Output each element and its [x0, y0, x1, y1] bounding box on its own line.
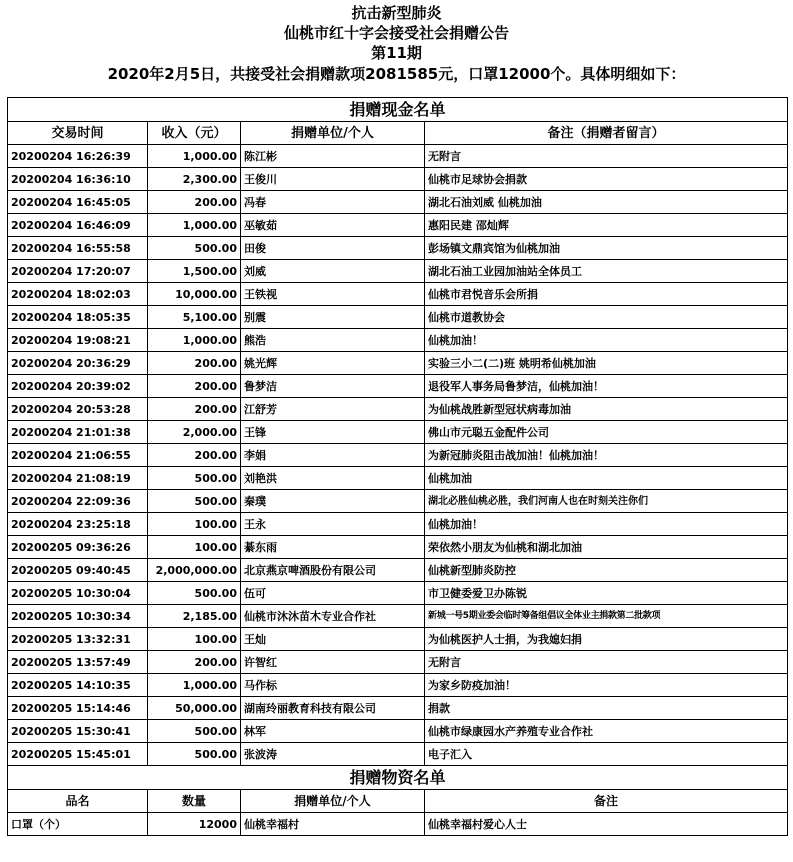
amount-cell: 100.00: [148, 513, 241, 536]
column-header-item: 品名: [8, 790, 148, 813]
amount-cell: 5,100.00: [148, 306, 241, 329]
note-cell: 退役军人事务局鲁梦洁，仙桃加油！: [425, 375, 788, 398]
amount-cell: 200.00: [148, 352, 241, 375]
table-row: [8, 375, 788, 398]
table-row: [8, 490, 788, 513]
summary-line: 2020年2月5日，共接受社会捐赠款项2081585元，口罩12000个。具体明细如下：: [107, 65, 686, 83]
table-row: [8, 421, 788, 444]
donor-cell: 王铁视: [241, 283, 425, 306]
table-row: [8, 306, 788, 329]
time-cell: 20200204 16:36:10: [8, 168, 148, 191]
qty-cell: 12000: [148, 813, 241, 836]
note-cell: 为家乡防疫加油！: [425, 674, 788, 697]
donor-cell: 林军: [241, 720, 425, 743]
time-cell: 20200204 20:36:29: [8, 352, 148, 375]
column-header-amount: 收入（元）: [148, 122, 241, 145]
table-row: [8, 214, 788, 237]
donor-cell: 王灿: [241, 628, 425, 651]
note-cell: 新城一号5期业委会临时筹备组倡议全体业主捐款第二批款项: [425, 605, 788, 628]
column-header-donor: 捐赠单位/个人: [241, 122, 425, 145]
time-cell: 20200205 15:45:01: [8, 743, 148, 766]
amount-cell: 500.00: [148, 743, 241, 766]
note-cell: 为新冠肺炎阻击战加油！仙桃加油！: [425, 444, 788, 467]
donor-cell: 刘艳洪: [241, 467, 425, 490]
amount-cell: 500.00: [148, 467, 241, 490]
time-cell: 20200204 21:06:55: [8, 444, 148, 467]
time-cell: 20200205 13:32:31: [8, 628, 148, 651]
amount-cell: 2,185.00: [148, 605, 241, 628]
note-cell: 市卫健委爱卫办陈锐: [425, 582, 788, 605]
amount-cell: 2,300.00: [148, 168, 241, 191]
table-row: [8, 605, 788, 628]
cash-section-title-row: [8, 98, 788, 122]
donor-cell: 马作标: [241, 674, 425, 697]
amount-cell: 1,000.00: [148, 145, 241, 168]
note-cell: 捐款: [425, 697, 788, 720]
note-cell: 湖北石油工业园加油站全体员工: [425, 260, 788, 283]
goods-column-header-row: [8, 790, 788, 813]
note-cell: 仙桃市道教协会: [425, 306, 788, 329]
time-cell: 20200204 18:02:03: [8, 283, 148, 306]
time-cell: 20200204 21:08:19: [8, 467, 148, 490]
donor-cell: 陈江彬: [241, 145, 425, 168]
table-row: [8, 628, 788, 651]
amount-cell: 1,000.00: [148, 329, 241, 352]
note-cell: 仙桃加油！: [425, 329, 788, 352]
donor-cell: 刘威: [241, 260, 425, 283]
note-cell: 实验三小二(二)班 姚明希仙桃加油: [425, 352, 788, 375]
donor-cell: 巫敏茹: [241, 214, 425, 237]
table-row: [8, 168, 788, 191]
note-cell: 荣依然小朋友为仙桃和湖北加油: [425, 536, 788, 559]
time-cell: 20200205 15:14:46: [8, 697, 148, 720]
table-row: [8, 329, 788, 352]
cash-section-title: 捐赠现金名单: [8, 98, 788, 122]
amount-cell: 200.00: [148, 191, 241, 214]
time-cell: 20200205 10:30:04: [8, 582, 148, 605]
donor-cell: 秦璞: [241, 490, 425, 513]
donor-cell: 许智红: [241, 651, 425, 674]
time-cell: 20200204 16:26:39: [8, 145, 148, 168]
table-row: [8, 191, 788, 214]
donor-cell: 王永: [241, 513, 425, 536]
note-cell: 仙桃加油！: [425, 513, 788, 536]
amount-cell: 500.00: [148, 582, 241, 605]
amount-cell: 200.00: [148, 651, 241, 674]
time-cell: 20200205 09:40:45: [8, 559, 148, 582]
note-cell: 佛山市元聪五金配件公司: [425, 421, 788, 444]
donor-cell: 王锋: [241, 421, 425, 444]
table-row: [8, 513, 788, 536]
note-cell: 湖北石油刘威 仙桃加油: [425, 191, 788, 214]
time-cell: 20200204 19:08:21: [8, 329, 148, 352]
time-cell: 20200204 18:05:35: [8, 306, 148, 329]
note-cell: 为仙桃战胜新型冠状病毒加油: [425, 398, 788, 421]
note-cell: 仙桃幸福村爱心人士: [425, 813, 788, 836]
amount-cell: 500.00: [148, 490, 241, 513]
column-header-time: 交易时间: [8, 122, 148, 145]
time-cell: 20200204 20:53:28: [8, 398, 148, 421]
amount-cell: 500.00: [148, 237, 241, 260]
donor-cell: 伍可: [241, 582, 425, 605]
amount-cell: 1,000.00: [148, 674, 241, 697]
note-cell: 彭场镇文鼎宾馆为仙桃加油: [425, 237, 788, 260]
donor-cell: 冯春: [241, 191, 425, 214]
time-cell: 20200205 14:10:35: [8, 674, 148, 697]
issue-number: 第11期: [371, 44, 422, 62]
time-cell: 20200204 17:20:07: [8, 260, 148, 283]
note-cell: 惠阳民建 邵灿辉: [425, 214, 788, 237]
note-cell: 仙桃加油: [425, 467, 788, 490]
amount-cell: 100.00: [148, 536, 241, 559]
amount-cell: 50,000.00: [148, 697, 241, 720]
time-cell: 20200204 16:45:05: [8, 191, 148, 214]
note-cell: 湖北必胜仙桃必胜，我们河南人也在时刻关注你们: [425, 490, 788, 513]
table-row: [8, 352, 788, 375]
table-row: [8, 651, 788, 674]
table-row: [8, 743, 788, 766]
donor-cell: 鲁梦洁: [241, 375, 425, 398]
donor-cell: 姚光辉: [241, 352, 425, 375]
amount-cell: 10,000.00: [148, 283, 241, 306]
amount-cell: 2,000.00: [148, 421, 241, 444]
note-cell: 仙桃新型肺炎防控: [425, 559, 788, 582]
goods-section-title-row: [8, 766, 788, 790]
table-row: [8, 720, 788, 743]
note-cell: 无附言: [425, 651, 788, 674]
donor-cell: 李娟: [241, 444, 425, 467]
table-row: [8, 283, 788, 306]
note-cell: 仙桃市足球协会捐款: [425, 168, 788, 191]
note-cell: 无附言: [425, 145, 788, 168]
table-row: [8, 536, 788, 559]
table-row: [8, 398, 788, 421]
table-row: [8, 467, 788, 490]
amount-cell: 1,500.00: [148, 260, 241, 283]
table-row: [8, 559, 788, 582]
time-cell: 20200204 16:55:58: [8, 237, 148, 260]
time-cell: 20200204 16:46:09: [8, 214, 148, 237]
donor-cell: 北京燕京啤酒股份有限公司: [241, 559, 425, 582]
time-cell: 20200205 13:57:49: [8, 651, 148, 674]
amount-cell: 500.00: [148, 720, 241, 743]
donor-cell: 王俊川: [241, 168, 425, 191]
donor-cell: 熊浩: [241, 329, 425, 352]
donor-cell: 湖南玲丽教育科技有限公司: [241, 697, 425, 720]
time-cell: 20200204 23:25:18: [8, 513, 148, 536]
donor-cell: 田俊: [241, 237, 425, 260]
note-cell: 仙桃市君悦音乐会所捐: [425, 283, 788, 306]
note-cell: 电子汇入: [425, 743, 788, 766]
table-row: [8, 237, 788, 260]
header-line-2: 仙桃市红十字会接受社会捐赠公告: [283, 24, 509, 42]
table-row: [8, 444, 788, 467]
time-cell: 20200205 10:30:34: [8, 605, 148, 628]
column-header-goods-donor: 捐赠单位/个人: [241, 790, 425, 813]
time-cell: 20200205 15:30:41: [8, 720, 148, 743]
cash-column-header-row: [8, 122, 788, 145]
amount-cell: 100.00: [148, 628, 241, 651]
notice-header: [0, 0, 793, 84]
time-cell: 20200205 09:36:26: [8, 536, 148, 559]
time-cell: 20200204 21:01:38: [8, 421, 148, 444]
table-row: [8, 145, 788, 168]
goods-section-title: 捐赠物资名单: [8, 766, 788, 790]
column-header-note: 备注（捐赠者留言）: [425, 122, 788, 145]
time-cell: 20200204 20:39:02: [8, 375, 148, 398]
donor-cell: 仙桃幸福村: [241, 813, 425, 836]
donor-cell: 别震: [241, 306, 425, 329]
donor-cell: 张波涛: [241, 743, 425, 766]
amount-cell: 200.00: [148, 375, 241, 398]
donation-table: [7, 97, 788, 836]
amount-cell: 200.00: [148, 398, 241, 421]
donor-cell: 江舒芳: [241, 398, 425, 421]
table-row: [8, 697, 788, 720]
note-cell: 仙桃市绿康园水产养殖专业合作社: [425, 720, 788, 743]
amount-cell: 200.00: [148, 444, 241, 467]
table-row: [8, 674, 788, 697]
item-cell: 口罩（个）: [8, 813, 148, 836]
header-line-1: 抗击新型肺炎: [351, 4, 442, 22]
time-cell: 20200204 22:09:36: [8, 490, 148, 513]
note-cell: 为仙桃医护人士捐，为我媳妇捐: [425, 628, 788, 651]
amount-cell: 2,000,000.00: [148, 559, 241, 582]
donor-cell: 仙桃市沐沐苗木专业合作社: [241, 605, 425, 628]
column-header-qty: 数量: [148, 790, 241, 813]
amount-cell: 1,000.00: [148, 214, 241, 237]
table-row: [8, 813, 788, 836]
donor-cell: 綦东雨: [241, 536, 425, 559]
table-row: [8, 260, 788, 283]
table-row: [8, 582, 788, 605]
column-header-goods-note: 备注: [425, 790, 788, 813]
